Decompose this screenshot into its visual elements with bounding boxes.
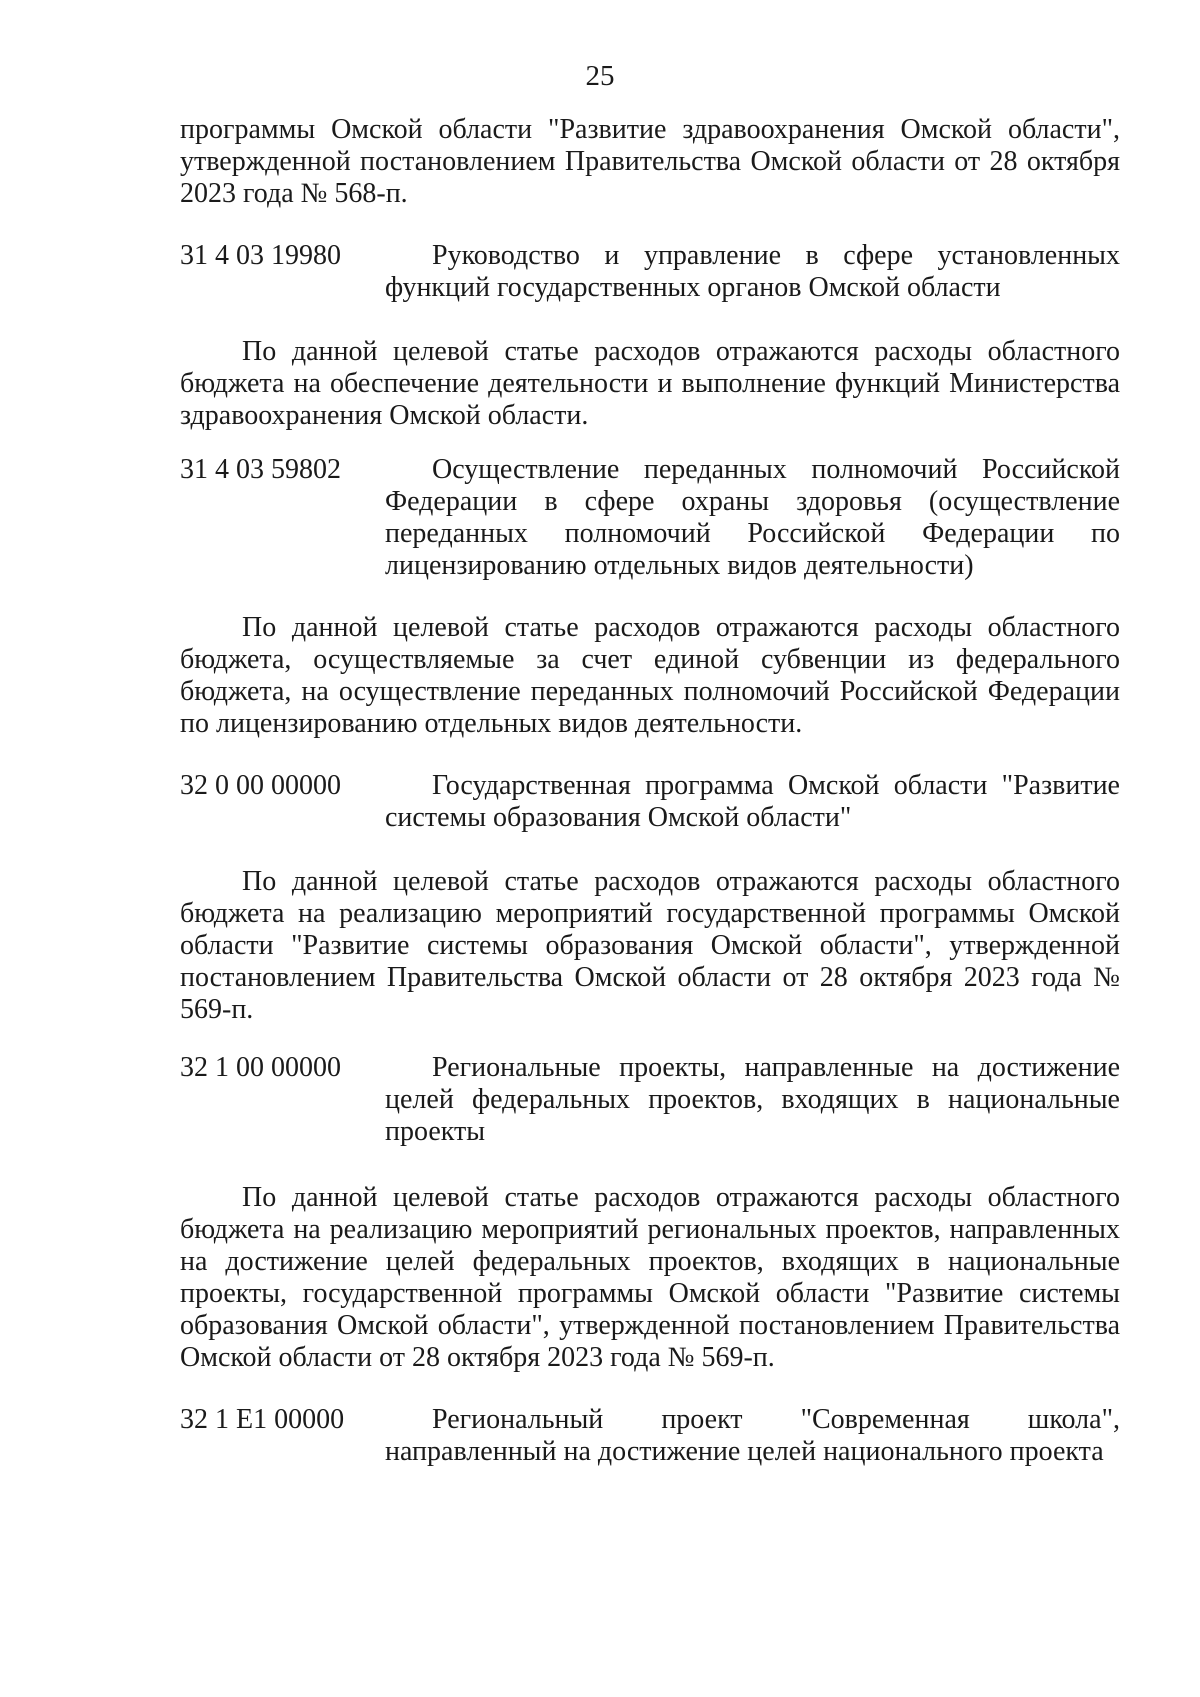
description-block	[180, 612, 1120, 740]
budget-code: 31 4 03 19980	[180, 240, 341, 271]
budget-item-title: Осуществление переданных полномочий Российской Федерации в сфере охраны здоровья (осуществление переданных полномочий Российской Федерации по лицензированию отдельных видов деятельности)	[385, 454, 1120, 581]
budget-code: 32 1 E1 00000	[180, 1404, 345, 1435]
description-block	[180, 336, 1120, 432]
description-block	[180, 866, 1120, 1026]
budget-item-description: По данной целевой статье расходов отражаются расходы областного бюджета на реализацию мероприятий региональных проектов, направленных на достижение целей федеральных проектов, входящих в национальные проекты, государственной программы Омской области "Развитие системы образования Омской области", утвержденной постановлением Правительства Омской области от 28 октября 2023 года № 569-п.	[180, 1182, 1120, 1373]
budget-item-title: Руководство и управление в сфере установленных функций государственных органов Омской области	[385, 240, 1120, 303]
budget-code: 32 1 00 00000	[180, 1052, 341, 1083]
budget-item-description: По данной целевой статье расходов отражаются расходы областного бюджета на обеспечение деятельности и выполнение функций Министерства здравоохранения Омской области.	[180, 336, 1120, 431]
budget-item-title: Государственная программа Омской области "Развитие системы образования Омской области"	[385, 770, 1120, 833]
budget-item-31-4-03-59802	[180, 454, 1120, 582]
intro-paragraph-block	[180, 114, 1120, 210]
budget-item-description: По данной целевой статье расходов отражаются расходы областного бюджета, осуществляемые за счет единой субвенции из федерального бюджета, на осуществление переданных полномочий Российской Федерации по лицензированию отдельных видов деятельности.	[180, 612, 1120, 739]
intro-paragraph: программы Омской области "Развитие здравоохранения Омской области", утвержденной постановлением Правительства Омской области от 28 октября 2023 года № 568-п.	[180, 114, 1120, 209]
budget-item-32-1-00-00000	[180, 1052, 1120, 1148]
budget-item-32-0-00-00000	[180, 770, 1120, 834]
budget-item-31-4-03-19980	[180, 240, 1120, 304]
budget-item-32-1-e1-00000	[180, 1404, 1120, 1468]
budget-item-title: Региональный проект "Современная школа", направленный на достижение целей национального проекта	[385, 1404, 1120, 1467]
budget-item-title: Региональные проекты, направленные на достижение целей федеральных проектов, входящих в национальные проекты	[385, 1052, 1120, 1147]
budget-item-description: По данной целевой статье расходов отражаются расходы областного бюджета на реализацию мероприятий государственной программы Омской области "Развитие системы образования Омской области", утвержденной постановлением Правительства Омской области от 28 октября 2023 года № 569-п.	[180, 866, 1120, 1025]
page-number: 25	[585, 60, 615, 92]
budget-code: 31 4 03 59802	[180, 454, 341, 485]
budget-code: 32 0 00 00000	[180, 770, 341, 801]
description-block	[180, 1182, 1120, 1374]
